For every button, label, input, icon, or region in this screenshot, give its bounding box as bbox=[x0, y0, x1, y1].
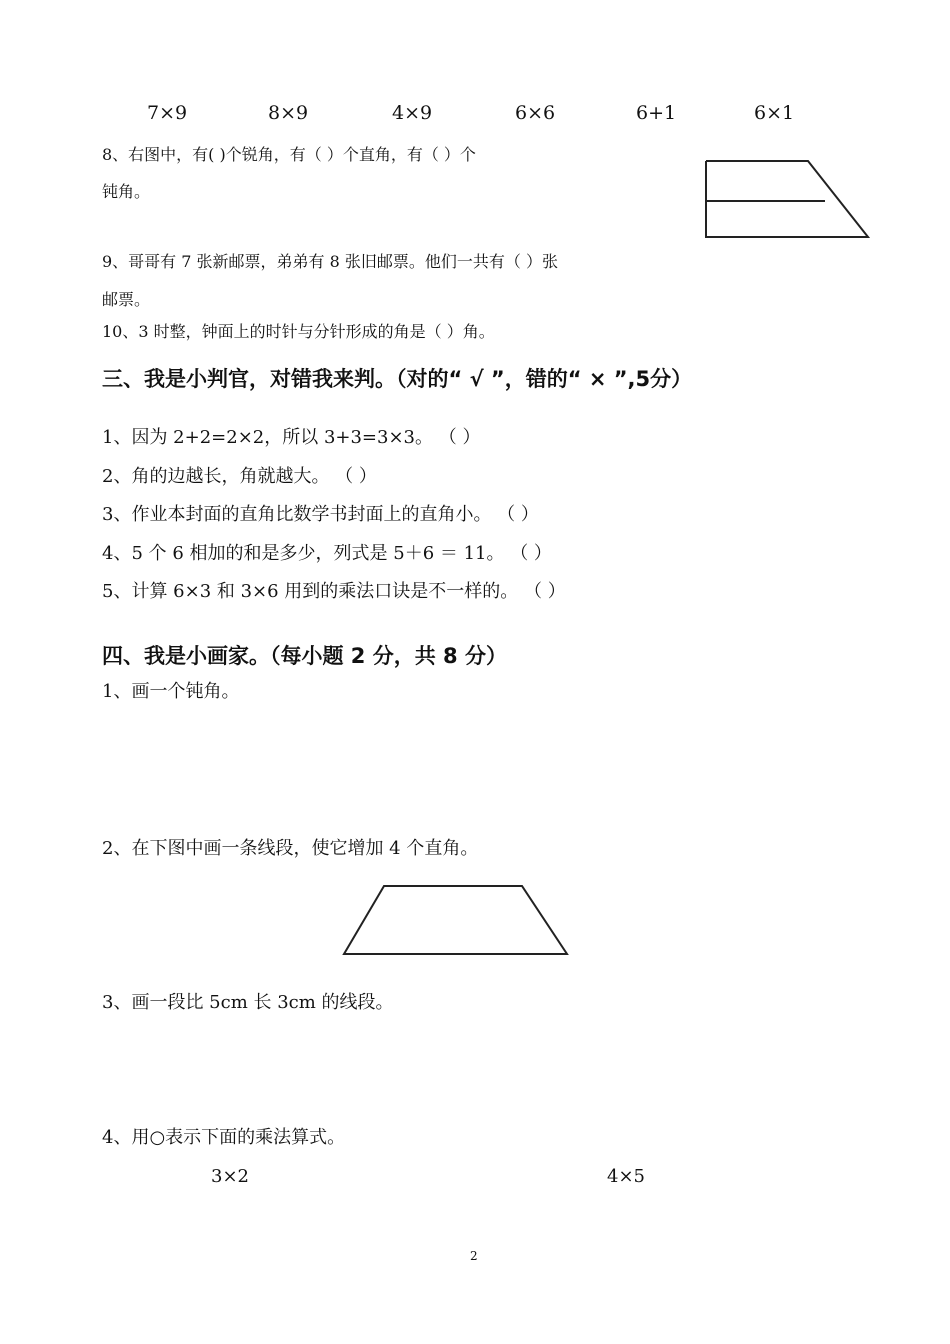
question-9-line-1: 9、哥哥有 7 张新邮票，弟弟有 8 张旧邮票。他们一共有（ ）张 bbox=[102, 252, 558, 271]
judgement-item-1: 1、因为 2+2=2×2，所以 3+3=3×3。 （ ） bbox=[102, 427, 481, 448]
judgement-item-3: 3、作业本封面的直角比数学书封面上的直角小。 （ ） bbox=[102, 504, 539, 525]
judgement-item-5: 5、计算 6×3 和 3×6 用到的乘法口诀是不一样的。 （ ） bbox=[102, 581, 566, 602]
drawing-item-1: 1、画一个钝角。 bbox=[102, 681, 240, 702]
expression-4: 6×6 bbox=[515, 102, 556, 124]
judgement-item-4: 4、5 个 6 相加的和是多少，列式是 5＋6 ＝ 11。 （ ） bbox=[102, 543, 552, 564]
page-number: 2 bbox=[470, 1249, 478, 1263]
angle-figure bbox=[700, 155, 875, 245]
expression-3: 4×9 bbox=[392, 102, 433, 124]
judgement-item-2: 2、角的边越长，角就越大。 （ ） bbox=[102, 466, 377, 487]
drawing-expression-1: 3×2 bbox=[211, 1166, 249, 1187]
drawing-item-4: 4、用○表示下面的乘法算式。 bbox=[102, 1127, 346, 1148]
question-10: 10、3 时整，钟面上的时针与分针形成的角是（ ）角。 bbox=[102, 322, 495, 341]
drawing-expression-2: 4×5 bbox=[607, 1166, 645, 1187]
expression-2: 8×9 bbox=[268, 102, 309, 124]
expression-5: 6+1 bbox=[636, 102, 677, 124]
question-8-line-2: 钝角。 bbox=[102, 182, 151, 201]
drawing-item-2: 2、在下图中画一条线段，使它增加 4 个直角。 bbox=[102, 838, 479, 859]
question-9-line-2: 邮票。 bbox=[102, 290, 151, 309]
trapezoid-figure bbox=[340, 880, 572, 960]
expression-6: 6×1 bbox=[754, 102, 795, 124]
question-8-line-1: 8、右图中，有( )个锐角，有（ ）个直角，有（ ）个 bbox=[102, 145, 476, 164]
section-4-title: 四、我是小画家。（每小题 2 分，共 8 分） bbox=[102, 644, 507, 668]
expression-1: 7×9 bbox=[147, 102, 188, 124]
section-3-title: 三、我是小判官，对错我来判。（对的“ √ ”，错的“ × ”,5分） bbox=[102, 367, 693, 391]
drawing-item-3: 3、画一段比 5cm 长 3cm 的线段。 bbox=[102, 992, 394, 1013]
